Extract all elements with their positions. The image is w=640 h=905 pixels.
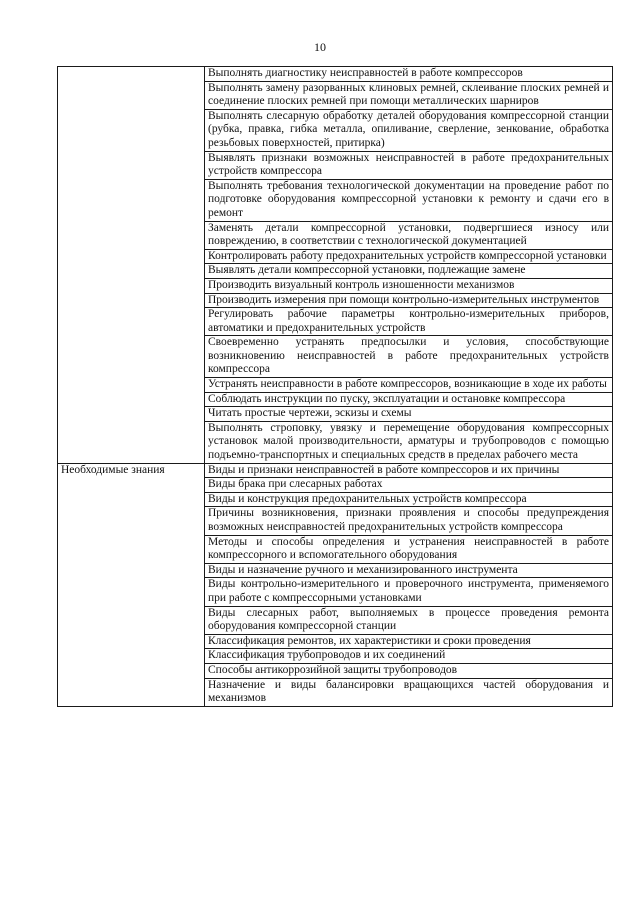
- requirement-item: Производить визуальный контроль изношенности механизмов: [205, 278, 613, 293]
- requirements-table: [57, 66, 613, 707]
- requirement-item: Своевременно устранять предпосылки и условия, способствующие возникновению неисправностей в работе предохранительных устройств компрессора: [205, 336, 613, 378]
- requirement-item: Выполнять строповку, увязку и перемещение оборудования компрессорных установок малой производительности, арматуры и трубопроводов с помощью подъемно-транспортных и специальных средств в пределах рабочего места: [205, 421, 613, 463]
- page-number: 10: [314, 40, 326, 54]
- requirement-item: Виды и признаки неисправностей в работе компрессоров и их причины: [205, 463, 613, 478]
- requirement-item: Устранять неисправности в работе компрессоров, возникающие в ходе их работы: [205, 378, 613, 393]
- requirement-item: Контролировать работу предохранительных устройств компрессорной установки: [205, 249, 613, 264]
- requirement-item: Виды контрольно-измерительного и проверочного инструмента, применяемого при работе с компрессорными установками: [205, 578, 613, 606]
- requirement-item: Виды брака при слесарных работах: [205, 478, 613, 493]
- requirement-item: Выявлять детали компрессорной установки, подлежащие замене: [205, 264, 613, 279]
- requirements-table-body: [58, 67, 613, 707]
- requirement-item: Причины возникновения, признаки проявления и способы предупреждения возможных неисправностей предохранительных устройств компрессора: [205, 507, 613, 535]
- requirement-item: Выполнять замену разорванных клиновых ремней, склеивание плоских ремней и соединение плоских ремней при помощи металлических шарниров: [205, 81, 613, 109]
- requirement-item: Производить измерения при помощи контрольно-измерительных инструментов: [205, 293, 613, 308]
- requirement-item: Выполнять диагностику неисправностей в работе компрессоров: [205, 67, 613, 82]
- section-heading: Необходимые знания: [58, 463, 205, 706]
- requirement-item: Заменять детали компрессорной установки, подвергшиеся износу или повреждению, в соответствии с технологической документацией: [205, 221, 613, 249]
- requirement-item: Выполнять требования технологической документации на проведение работ по подготовке оборудования компрессорной установки к ремонту и сдачи его в ремонт: [205, 179, 613, 221]
- section-heading: [58, 67, 205, 464]
- requirement-item: Выполнять слесарную обработку деталей оборудования компрессорной станции (рубка, правка, гибка металла, опиливание, сверление, зенкование, обработка резьбовых поверхностей, притирка): [205, 109, 613, 151]
- requirement-item: Способы антикоррозийной защиты трубопроводов: [205, 663, 613, 678]
- requirement-item: Назначение и виды балансировки вращающихся частей оборудования и механизмов: [205, 678, 613, 706]
- table-row: [58, 67, 613, 82]
- requirement-item: Регулировать рабочие параметры контрольно-измерительных приборов, автоматики и предохранительных устройств: [205, 308, 613, 336]
- requirement-item: Виды и назначение ручного и механизированного инструмента: [205, 563, 613, 578]
- requirement-item: Читать простые чертежи, эскизы и схемы: [205, 407, 613, 422]
- requirement-item: Соблюдать инструкции по пуску, эксплуатации и остановке компрессора: [205, 392, 613, 407]
- requirement-item: Классификация трубопроводов и их соединений: [205, 649, 613, 664]
- requirement-item: Виды слесарных работ, выполняемых в процессе проведения ремонта оборудования компрессорной станции: [205, 606, 613, 634]
- table-row: [58, 463, 613, 478]
- requirement-item: Виды и конструкция предохранительных устройств компрессора: [205, 492, 613, 507]
- requirement-item: Выявлять признаки возможных неисправностей в работе предохранительных устройств компрессора: [205, 151, 613, 179]
- requirement-item: Классификация ремонтов, их характеристики и сроки проведения: [205, 634, 613, 649]
- requirement-item: Методы и способы определения и устранения неисправностей в работе компрессорного и вспомогательного оборудования: [205, 535, 613, 563]
